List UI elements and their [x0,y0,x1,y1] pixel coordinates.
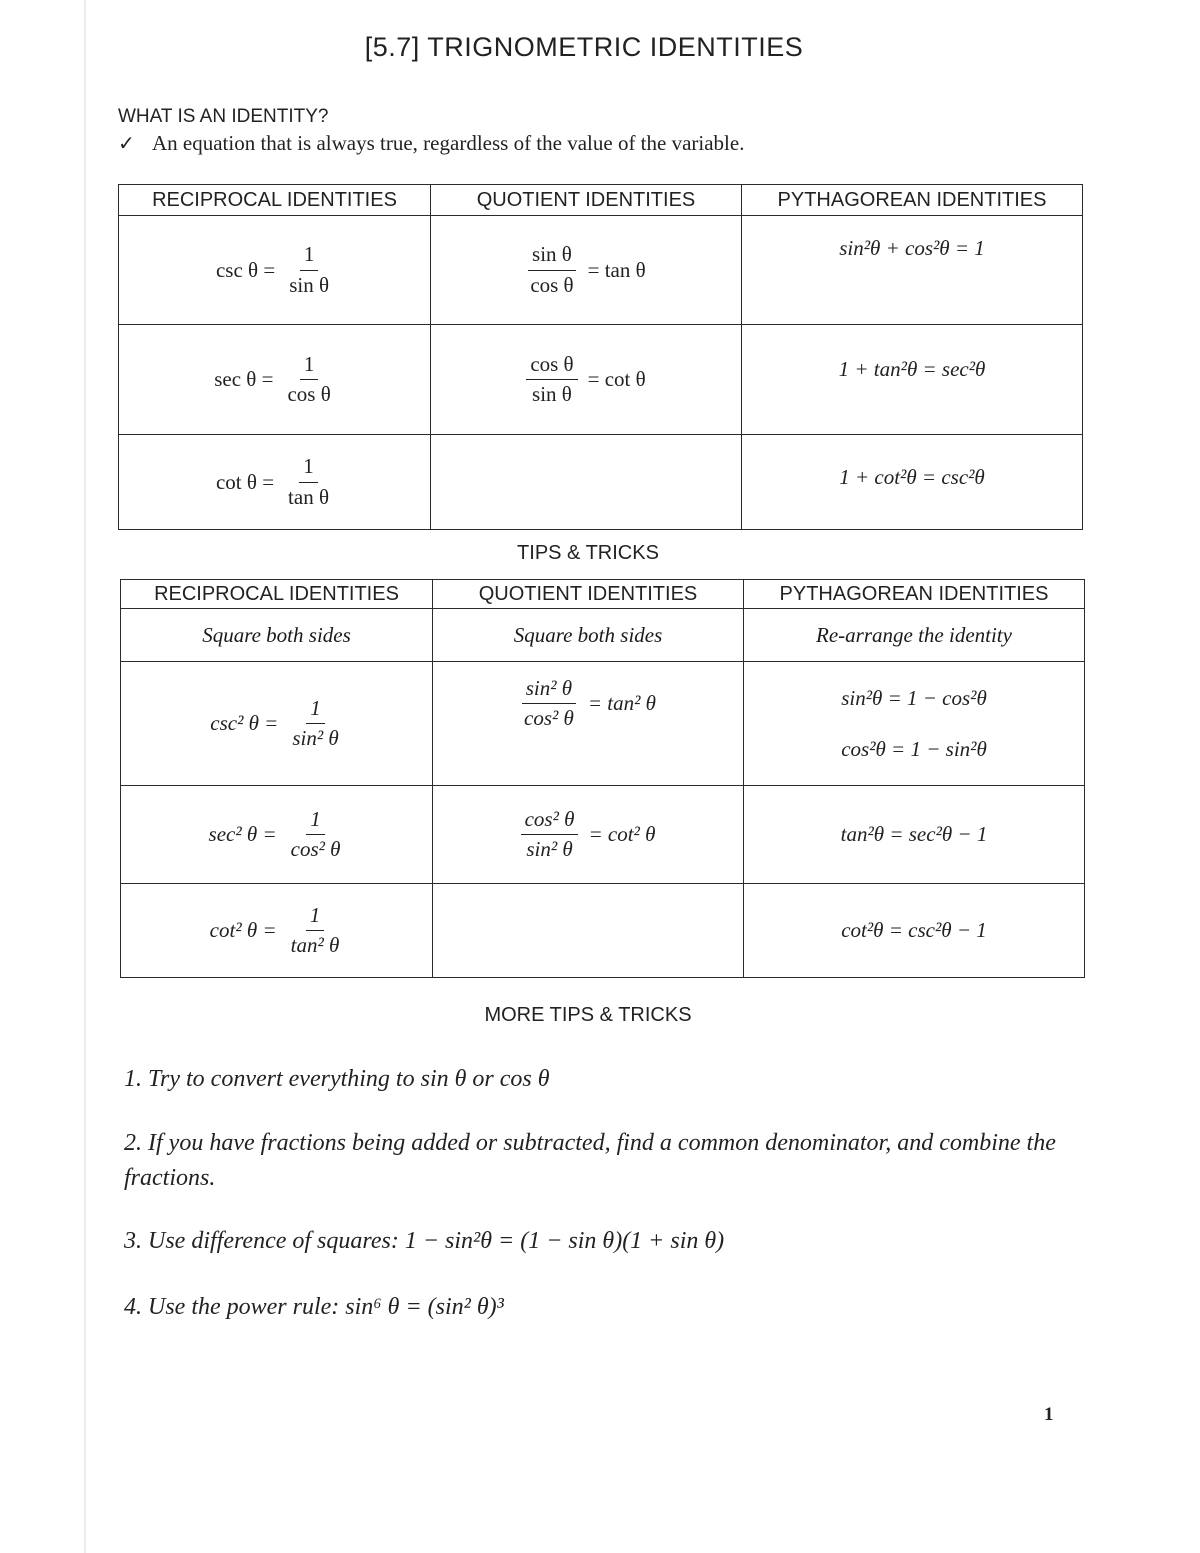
pythagorean-identity: sin²θ = 1 − cos²θ [841,685,987,710]
fraction-numerator: cos θ [526,352,577,380]
fraction [283,352,334,407]
fraction-denominator: cos θ [530,272,574,297]
definition-text: An equation that is always true, regardless of the value of the variable. [152,131,745,155]
fraction-numerator: sin² θ [522,676,576,704]
fraction-numerator: sin θ [528,242,576,270]
fraction [526,352,577,407]
identity-lhs: sec θ = [214,367,274,391]
pythagorean-cell [742,216,1083,325]
header-quotient: QUOTIENT IDENTITIES [431,185,742,216]
reciprocal-cell [119,325,431,435]
subheader-row [121,609,1085,662]
table-header-row [119,185,1083,216]
subheader-reciprocal: Square both sides [121,609,433,662]
pythagorean-identity: 1 + tan²θ = sec²θ [838,357,986,381]
fraction [520,676,578,731]
fraction-numerator: 1 [306,807,325,835]
quotient-cell [431,216,742,325]
identity-rhs: = cot θ [587,367,646,391]
pythagorean-identity: sin²θ + cos²θ = 1 [839,235,985,260]
fraction-denominator: sin θ [532,382,572,406]
table-row [119,435,1083,530]
reciprocal-cell [121,662,433,786]
pythagorean-identity: 1 + cot²θ = csc²θ [839,464,985,489]
header-pythagorean: PYTHAGOREAN IDENTITIES [744,580,1085,609]
reciprocal-cell [119,435,431,530]
table-row [121,662,1085,786]
more-tips-heading: MORE TIPS & TRICKS [484,1004,692,1026]
identities-table [118,184,1083,530]
fraction-denominator: cos² θ [290,837,341,861]
pythagorean-identity: cot²θ = csc²θ − 1 [841,918,987,942]
pythagorean-cell [744,884,1085,978]
pythagorean-cell [742,435,1083,530]
fraction [287,807,345,862]
fraction-numerator: 1 [300,352,319,380]
reciprocal-cell [121,786,433,884]
fraction-numerator: 1 [306,696,325,724]
tips-heading: TIPS & TRICKS [517,542,659,564]
header-quotient: QUOTIENT IDENTITIES [433,580,744,609]
reciprocal-cell [121,884,433,978]
fraction [521,807,579,862]
fraction [284,454,333,509]
page-edge [84,0,86,1553]
fraction-denominator: cos θ [287,382,331,406]
empty-cell [433,884,744,978]
pythagorean-identity: cos²θ = 1 − sin²θ [841,736,987,761]
fraction [288,696,342,751]
identity-rhs: = tan θ [587,257,646,282]
fraction-denominator: tan² θ [290,933,340,957]
identity-definition [118,131,744,156]
table-header-row [121,580,1085,609]
fraction-numerator: 1 [306,903,325,931]
fraction [526,242,577,297]
header-reciprocal: RECIPROCAL IDENTITIES [119,185,431,216]
identity-lhs: cot² θ = [209,918,277,942]
pythagorean-cell [744,662,1085,786]
fraction [287,903,344,958]
identity-rhs: = cot² θ [588,822,656,846]
tip-item: 1. Try to convert everything to sin θ or cos θ [124,1066,550,1092]
header-pythagorean: PYTHAGOREAN IDENTITIES [742,185,1083,216]
identity-lhs: sec² θ = [208,822,277,846]
fraction-denominator: sin² θ [526,837,573,861]
fraction-denominator: cos² θ [524,706,574,730]
tip-item: 4. Use the power rule: sin⁶ θ = (sin² θ)³ [124,1294,504,1320]
identity-lhs: csc θ = [215,257,276,282]
tip-item: 2. If you have fractions being added or subtracted, find a common denominator, and combine the fractions. [124,1130,1056,1191]
identity-question: WHAT IS AN IDENTITY? [118,106,329,127]
pythagorean-cell [744,786,1085,884]
identity-lhs: csc² θ = [210,711,279,735]
tips-table [120,579,1085,978]
header-reciprocal: RECIPROCAL IDENTITIES [121,580,433,609]
quotient-cell [433,662,744,786]
table-row [121,884,1085,978]
tip-item: 3. Use difference of squares: 1 − sin²θ = (1 − sin θ)(1 + sin θ) [124,1228,725,1254]
table-row [121,786,1085,884]
fraction-numerator: 1 [300,242,319,270]
identity-rhs: = tan² θ [587,691,656,715]
check-mark-icon: ✓ [118,131,135,155]
page-number: 1 [1044,1404,1054,1425]
pythagorean-cell [742,325,1083,435]
fraction [285,242,333,297]
fraction-denominator: tan θ [288,484,330,509]
fraction-denominator: sin² θ [292,726,339,750]
identity-lhs: cot θ = [215,469,275,494]
table-row [119,325,1083,435]
fraction-numerator: 1 [299,454,318,482]
fraction-denominator: sin θ [289,272,330,297]
pythagorean-identity: tan²θ = sec²θ − 1 [840,822,988,846]
quotient-cell [433,786,744,884]
empty-cell [431,435,742,530]
subheader-quotient: Square both sides [433,609,744,662]
subheader-pythagorean: Re-arrange the identity [744,609,1085,662]
quotient-cell [431,325,742,435]
reciprocal-cell [119,216,431,325]
fraction-numerator: cos² θ [521,807,579,835]
page-title: [5.7] TRIGNOMETRIC IDENTITIES [364,32,804,62]
table-row [119,216,1083,325]
